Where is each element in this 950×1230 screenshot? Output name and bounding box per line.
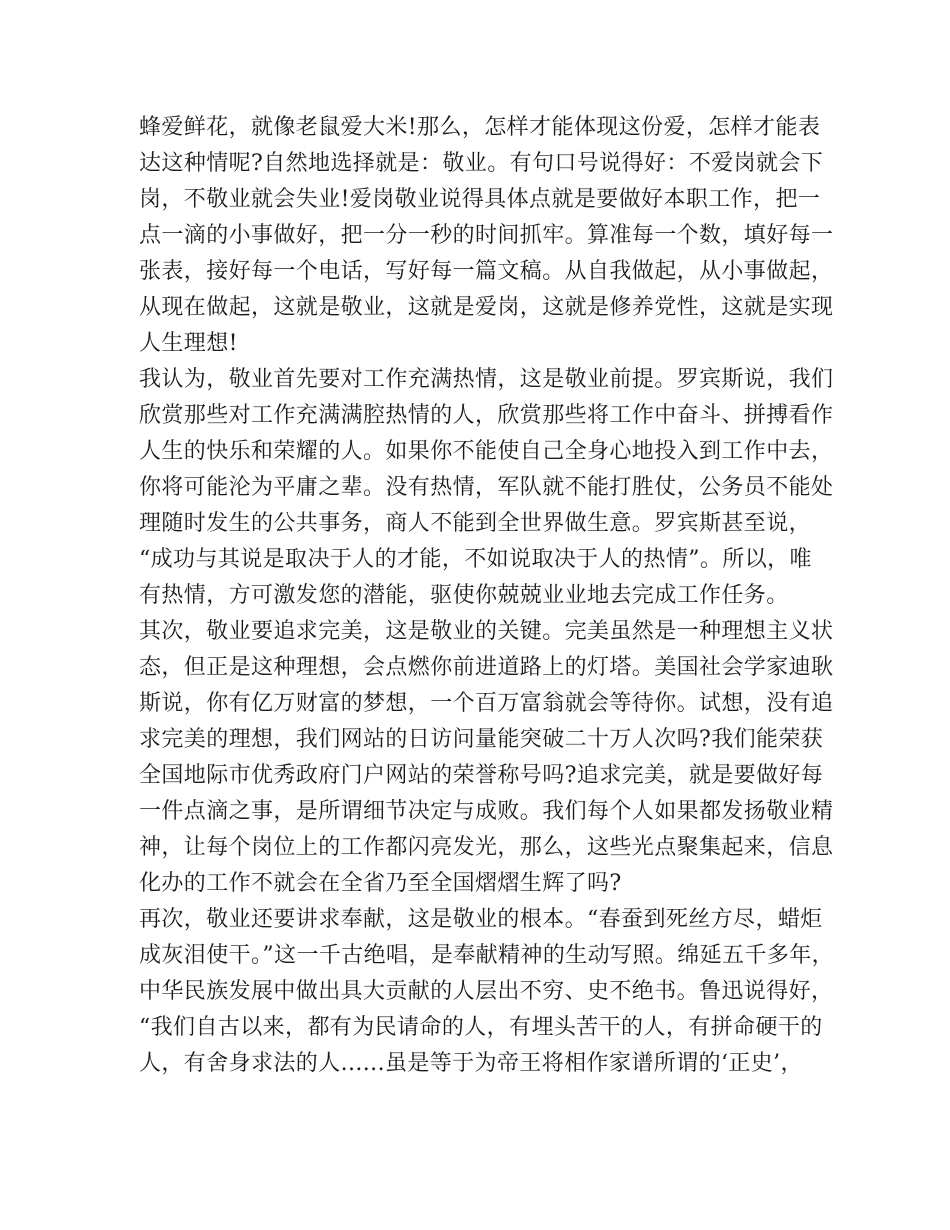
text-line: 斯说，你有亿万财富的梦想，一个百万富翁就会等待你。试想，没有追 [139,691,834,716]
text-line: 欣赏那些对工作充满满腔热情的人，欣赏那些将工作中奋斗、拼搏看作 [139,403,834,428]
text-line: “成功与其说是取决于人的才能，不如说取决于人的热情”。所以，唯 [139,547,812,572]
text-line: 一件点滴之事，是所谓细节决定与成败。我们每个人如果都发扬敬业精 [139,799,834,824]
text-line: 其次，敬业要追求完美，这是敬业的关键。完美虽然是一种理想主义状 [139,619,834,644]
document-body-text [139,110,835,1082]
text-line: 化办的工作不就会在全省乃至全国熠熠生辉了吗? [139,871,622,896]
text-line: 从现在做起，这就是敬业，这就是爱岗，这就是修养党性，这就是实现 [139,295,834,320]
text-line: 全国地际市优秀政府门户网站的荣誉称号吗?追求完美，就是要做好每 [139,763,824,788]
text-line: 蜂爱鲜花，就像老鼠爱大米!那么，怎样才能体现这份爱，怎样才能表 [139,115,821,140]
text-line: 达这种情呢?自然地选择就是：敬业。有句口号说得好：不爱岗就会下 [139,151,824,176]
text-line: 岗，不敬业就会失业!爱岗敬业说得具体点就是要做好本职工作，把一 [139,187,821,212]
text-line: 张表，接好每一个电话，写好每一篇文稿。从自我做起，从小事做起， [139,259,834,284]
text-line: 再次，敬业还要讲求奉献，这是敬业的根本。“春蚕到死丝方尽，蜡炬 [139,907,823,932]
text-line: “我们自古以来，都有为民请命的人，有埋头苦干的人，有拼命硬干的 [139,1015,823,1040]
text-line: 我认为，敬业首先要对工作充满热情，这是敬业前提。罗宾斯说，我们 [139,367,834,392]
text-line: 求完美的理想，我们网站的日访问量能突破二十万人次吗?我们能荣获 [139,727,824,752]
text-line: 人，有舍身求法的人......虽是等于为帝王将相作家谱所谓的‘正史’， [139,1051,803,1076]
text-line: 有热情，方可激发您的潜能，驱使你兢兢业业地去完成工作任务。 [139,583,789,608]
text-line: 人生的快乐和荣耀的人。如果你不能使自己全身心地投入到工作中去， [139,439,834,464]
text-line: 神，让每个岗位上的工作都闪亮发光，那么，这些光点聚集起来，信息 [139,835,834,860]
text-line: 点一滴的小事做好，把一分一秒的时间抓牢。算准每一个数，填好每一 [139,223,834,248]
text-line: 成灰泪使干。”这一千古绝唱，是奉献精神的生动写照。绵延五千多年， [139,943,835,968]
text-line: 态，但正是这种理想，会点燃你前进道路上的灯塔。美国社会学家迪耿 [139,655,834,680]
text-line: 理随时发生的公共事务，商人不能到全世界做生意。罗宾斯甚至说， [139,511,812,536]
text-line: 人生理想! [139,331,238,356]
text-line: 中华民族发展中做出具大贡献的人层出不穷、史不绝书。鲁迅说得好， [139,979,834,1004]
text-line: 你将可能沦为平庸之辈。没有热情，军队就不能打胜仗，公务员不能处 [139,475,834,500]
